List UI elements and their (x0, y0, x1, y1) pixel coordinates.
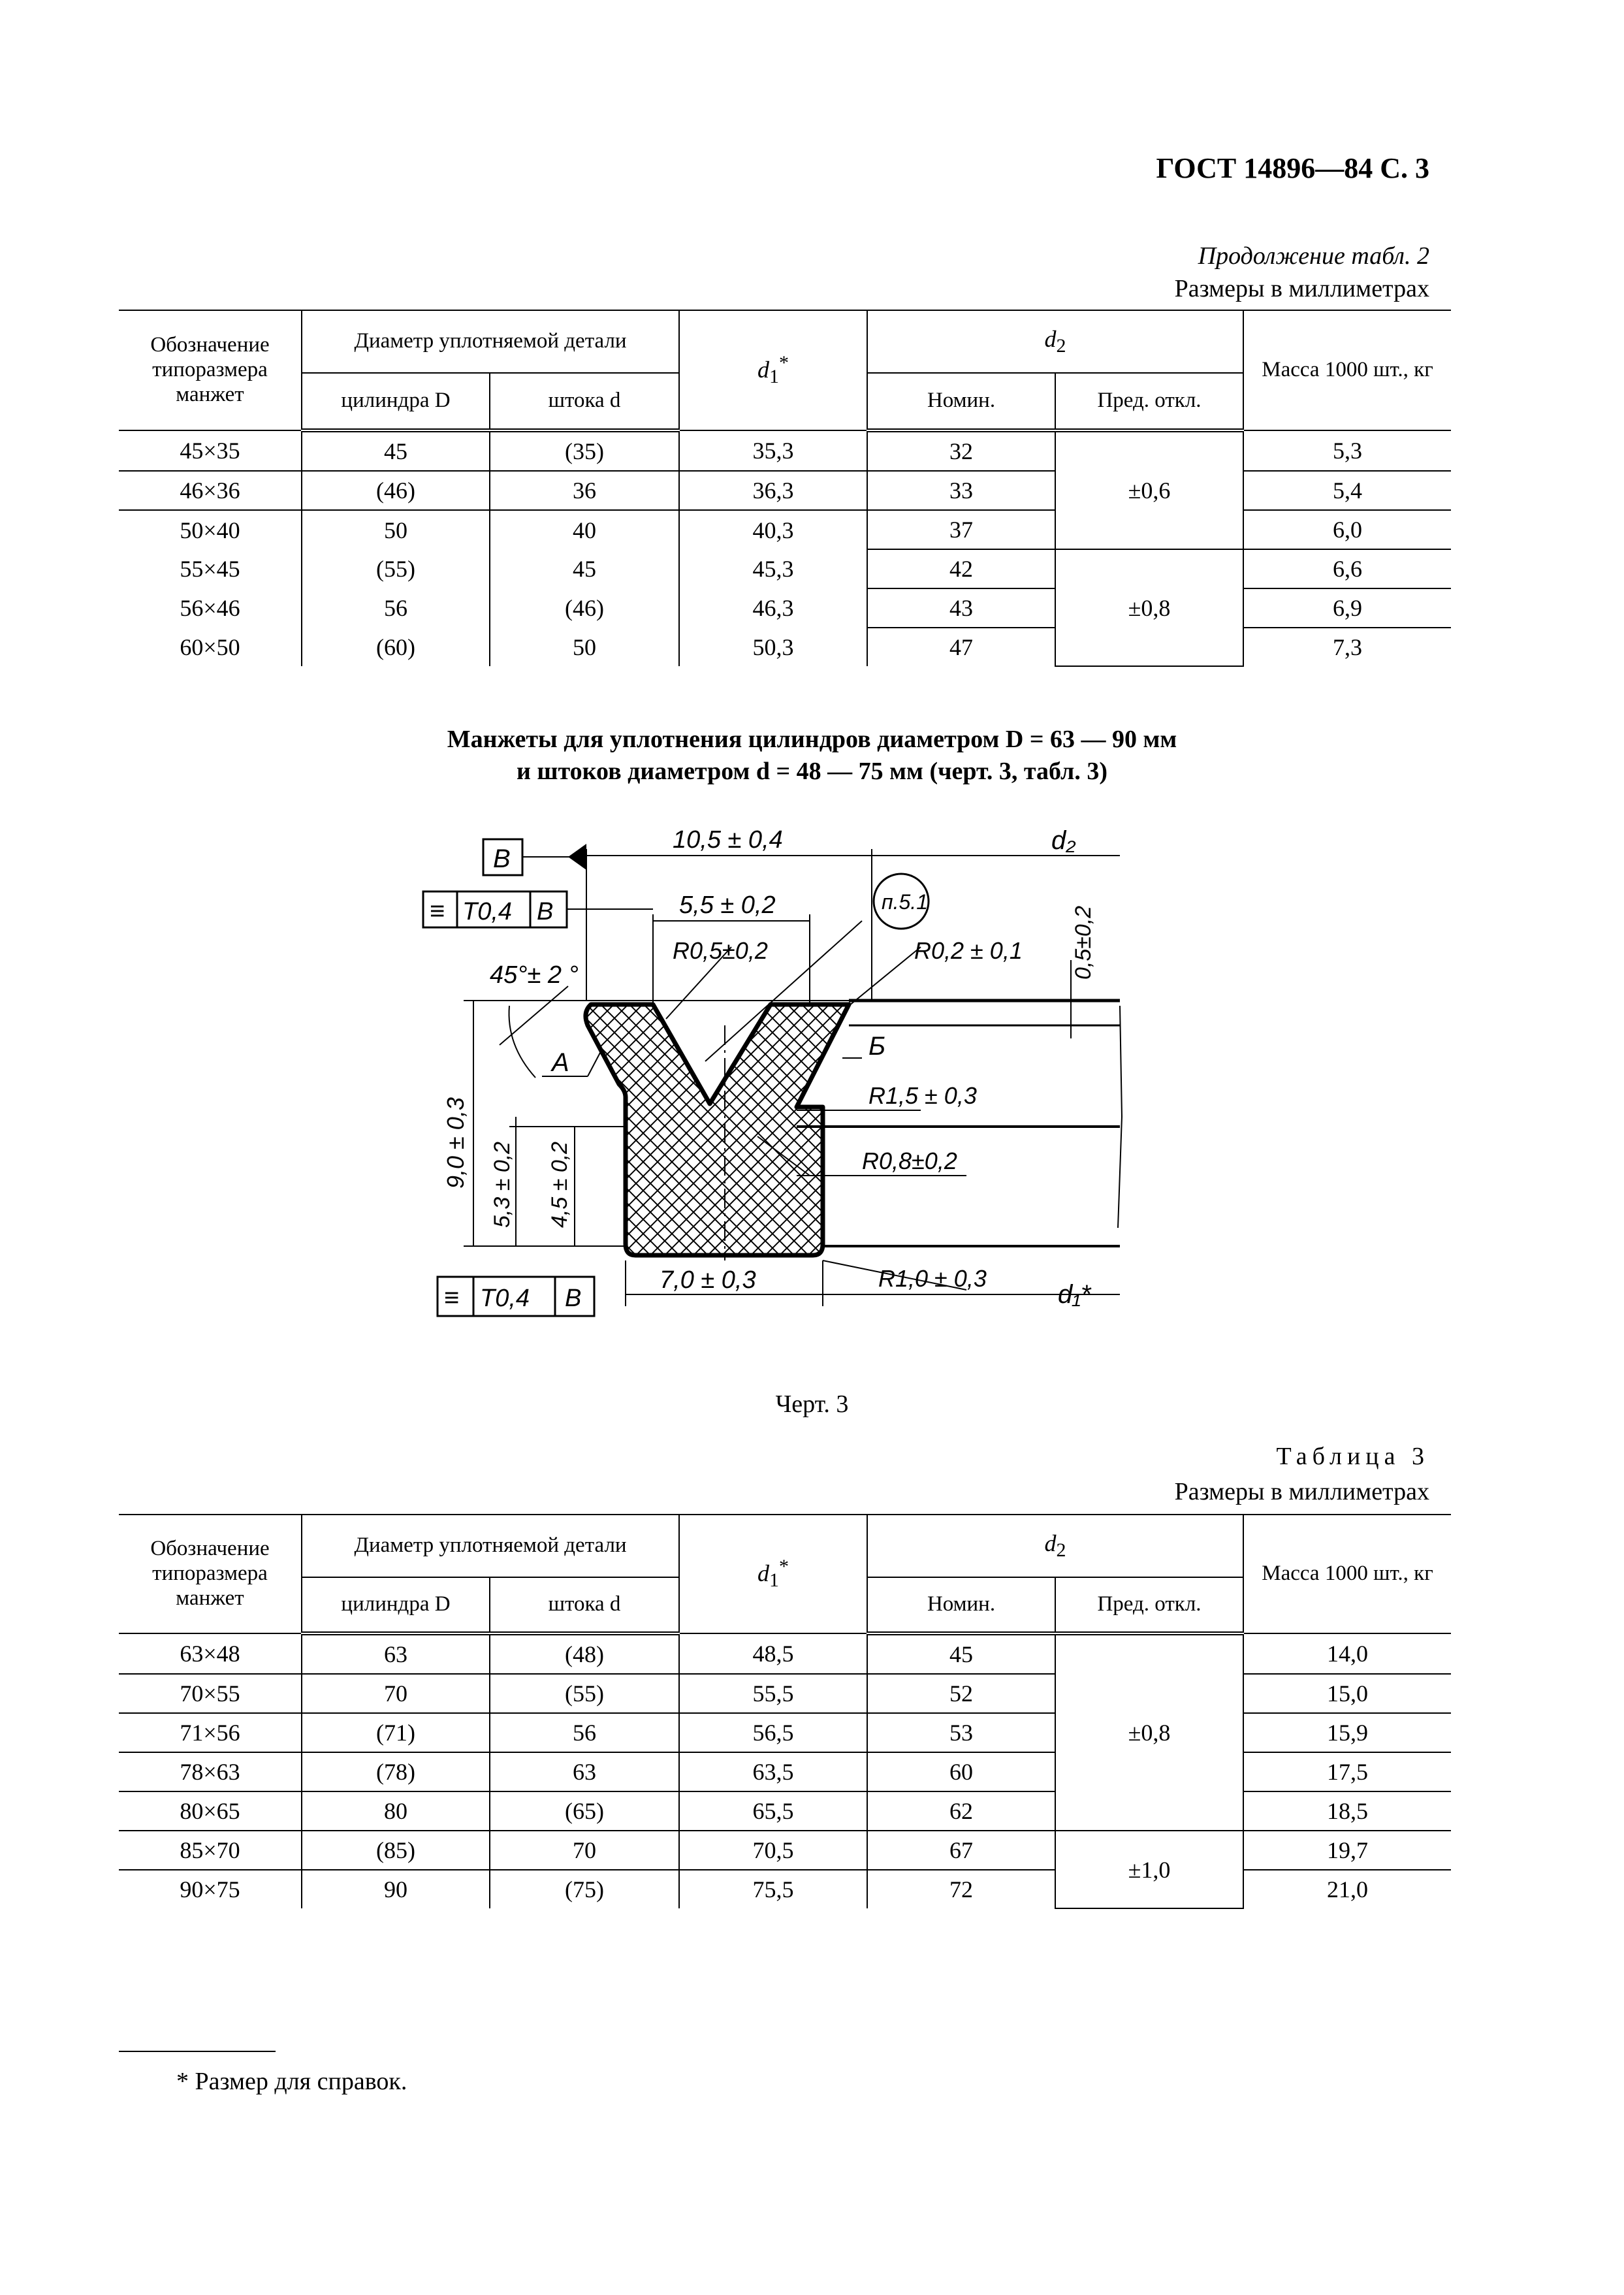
table3 (119, 1514, 1451, 1909)
height-53: 5,3 ± 0,2 (490, 1141, 515, 1228)
header-nominal: Номин. (867, 1577, 1055, 1633)
tolerance-cell: ±1,0 (1055, 1831, 1243, 1908)
dim-inner: 5,5 ± 0,2 (679, 891, 776, 919)
height-total: 9,0 ± 0,3 (442, 1097, 469, 1189)
footnote: * Размер для справок. (176, 2068, 407, 2095)
dim-top: 10,5 ± 0,4 (673, 826, 783, 854)
d1-label: d₁* (1058, 1280, 1091, 1309)
header-nominal: Номин. (867, 373, 1055, 430)
table-row: 80×65 80 (65) 65,5 62 18,5 (119, 1791, 1451, 1831)
header-tolerance: Пред. откл. (1055, 1577, 1243, 1633)
header-cylinder: цилиндра D (302, 1577, 490, 1633)
table2-units: Размеры в миллиметрах (1174, 275, 1429, 302)
datum-label: B (493, 844, 511, 873)
table-row: 71×56 (71) 56 56,5 53 15,9 (119, 1713, 1451, 1752)
table3-label: Таблица 3 (1276, 1443, 1429, 1470)
table-row: 60×50 (60) 50 50,3 47 7,3 (119, 628, 1451, 666)
table-row: 56×46 56 (46) 46,3 43 6,9 (119, 588, 1451, 628)
point-a: A (552, 1048, 569, 1077)
r08-label: R0,8±0,2 (862, 1148, 957, 1174)
header-tolerance: Пред. откл. (1055, 373, 1243, 430)
tol-symbol: ≡ (430, 897, 445, 925)
table-row: 55×45 (55) 45 45,3 42 ±0,8 6,6 (119, 549, 1451, 588)
section-title-line2: и штоков диаметром d = 48 — 75 мм (черт. 3, табл. 3) (516, 758, 1107, 786)
drawing-caption: Черт. 3 (775, 1390, 849, 1418)
header-sealed-diameter: Диаметр уплотняемой детали (302, 1515, 679, 1577)
tolerance-cell: ±0,8 (1055, 1633, 1243, 1831)
tolerance-cell: ±0,8 (1055, 549, 1243, 666)
tol-datum-bottom: B (565, 1285, 582, 1312)
table-row: 45×35 45 (35) 35,3 32 ±0,6 5,3 (119, 430, 1451, 471)
table-row: 63×48 63 (48) 48,5 45 ±0,8 14,0 (119, 1633, 1451, 1674)
header-d2: $d_2$ (867, 1515, 1243, 1577)
header-cylinder: цилиндра D (302, 373, 490, 430)
r-inner-label: R0,5±0,2 (673, 937, 768, 964)
r15-label: R1,5 ± 0,3 (868, 1082, 977, 1109)
tolerance-cell: ±0,6 (1055, 430, 1243, 549)
tol-symbol-bottom: ≡ (444, 1283, 460, 1312)
height-45: 4,5 ± 0,2 (547, 1141, 572, 1228)
seal-profile (586, 1004, 849, 1255)
header-sealed-diameter: Диаметр уплотняемой детали (302, 310, 679, 373)
header-designation: Обозначение типоразмера манжет (119, 1515, 302, 1633)
header-mass: Масса 1000 шт., кг (1243, 310, 1451, 430)
table-row: 46×36 (46) 36 36,3 33 5,4 (119, 471, 1451, 510)
table-row: 78×63 (78) 63 63,5 60 17,5 (119, 1752, 1451, 1791)
r10-label: R1,0 ± 0,3 (878, 1265, 987, 1292)
header-designation: Обозначение типоразмера манжет (119, 310, 302, 430)
section-title-line1: Манжеты для уплотнения цилиндров диаметром D = 63 — 90 мм (447, 726, 1177, 753)
table-row: 50×40 50 40 40,3 37 6,0 (119, 510, 1451, 549)
dim-bottom: 7,0 ± 0,3 (660, 1266, 756, 1294)
header-rod: штока d (490, 1577, 679, 1633)
angle-label: 45°± 2 ° (490, 961, 579, 989)
table2 (119, 310, 1451, 667)
header-d2: $d_2$ (867, 310, 1243, 373)
r-outer-label: R0,2 ± 0,1 (914, 937, 1023, 964)
table2-continuation: Продолжение табл. 2 (1198, 242, 1429, 270)
header-rod: штока d (490, 373, 679, 430)
d2-label: d₂ (1051, 826, 1076, 855)
note-label: п.5.1 (882, 890, 928, 914)
header-mass: Масса 1000 шт., кг (1243, 1515, 1451, 1633)
seal-drawing (392, 810, 1136, 1385)
page-header: ГОСТ 14896—84 С. 3 (1156, 152, 1429, 184)
header-d1: $d_1^*$ (679, 1515, 867, 1633)
footnote-divider (119, 2051, 276, 2052)
tol-datum: B (537, 898, 554, 925)
table-row: 85×70 (85) 70 70,5 67 ±1,0 19,7 (119, 1831, 1451, 1870)
section-title (0, 724, 1624, 788)
tol-value-bottom: T0,4 (480, 1285, 530, 1312)
header-d1: $d_1^*$ (679, 310, 867, 430)
table-row: 70×55 70 (55) 55,5 52 15,0 (119, 1674, 1451, 1713)
tol-value: T0,4 (462, 898, 513, 925)
dim-lip: 0,5±0,2 (1071, 905, 1096, 980)
point-b: Б (868, 1032, 886, 1061)
table-row: 90×75 90 (75) 75,5 72 21,0 (119, 1870, 1451, 1908)
table3-units: Размеры в миллиметрах (1174, 1478, 1429, 1505)
